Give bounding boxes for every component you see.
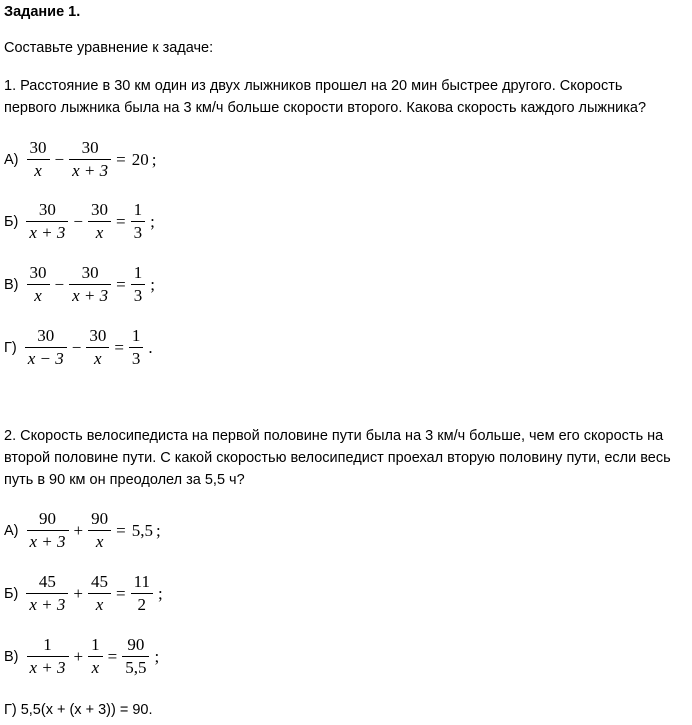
operator: − — [54, 274, 65, 294]
fraction — [86, 327, 109, 368]
fraction-denominator: x − 3 — [27, 349, 64, 368]
fraction-denominator: 5,5 — [125, 658, 147, 677]
equals-sign: = — [107, 646, 118, 666]
equals-sign: = — [114, 337, 124, 357]
fraction-denominator: x — [95, 223, 104, 242]
fraction — [27, 636, 69, 677]
option-label: Г) — [4, 339, 17, 356]
fraction-denominator: 3 — [133, 223, 143, 242]
end-punctuation: ; — [155, 520, 161, 540]
fraction-denominator: x — [94, 349, 102, 368]
equals-sign: = — [115, 211, 126, 231]
operator: − — [71, 337, 82, 357]
operator: − — [73, 211, 83, 231]
problem2-text-line1: 2. Скорость велосипедиста на первой половине пути была на 3 км/ч больше, чем его скорость на — [4, 428, 664, 444]
end-punctuation: ; — [151, 149, 157, 169]
fraction-denominator: x — [34, 161, 42, 180]
fraction-numerator: 1 — [133, 263, 143, 282]
fraction-numerator: 30 — [37, 326, 55, 345]
rhs-value: 20 — [131, 149, 149, 169]
operator: + — [73, 520, 84, 540]
problem2-option-g: Г) 5,5(x + (x + 3)) = 90. — [4, 702, 153, 718]
rhs-value: 5,5 — [131, 520, 153, 540]
fraction-numerator: 1 — [131, 326, 141, 345]
fraction-denominator: x + 3 — [29, 532, 66, 551]
end-punctuation: ; — [150, 211, 155, 231]
fraction-numerator: 90 — [127, 635, 145, 654]
fraction-numerator: 1 — [133, 200, 143, 219]
option-label: Б) — [4, 585, 19, 602]
fraction-denominator: x — [91, 658, 100, 677]
fraction-numerator: 90 — [39, 509, 57, 528]
fraction-numerator: 90 — [91, 509, 109, 528]
fraction-numerator: 45 — [38, 572, 56, 591]
fraction — [88, 201, 111, 242]
end-punctuation: ; — [150, 274, 155, 294]
fraction — [122, 636, 149, 677]
fraction — [26, 201, 68, 242]
fraction-denominator: x + 3 — [72, 161, 109, 180]
end-punctuation: . — [148, 337, 153, 357]
option-label: А) — [4, 151, 19, 168]
problem1-option-g — [4, 327, 153, 368]
fraction-denominator: 2 — [137, 595, 147, 614]
fraction-numerator: 30 — [90, 200, 108, 219]
problem2-text-line2: второй половине пути. С какой скоростью велосипедист проехал вторую половину пути, если весь — [4, 450, 671, 466]
option-label: Б) — [4, 213, 19, 230]
fraction-denominator: x + 3 — [29, 595, 66, 614]
fraction-denominator: x + 3 — [29, 658, 66, 677]
fraction-denominator: x + 3 — [72, 286, 109, 305]
fraction-numerator: 11 — [133, 572, 150, 591]
fraction — [131, 201, 146, 242]
problem1-option-a — [4, 139, 156, 180]
fraction — [129, 327, 144, 368]
problem2-option-a — [4, 510, 161, 551]
equals-sign: = — [116, 520, 126, 540]
fraction — [26, 573, 68, 614]
task-title: Задание 1. — [4, 4, 81, 20]
operator: − — [54, 149, 65, 169]
fraction-denominator: x — [95, 532, 104, 551]
problem2-option-v — [4, 636, 159, 677]
problem1-option-b — [4, 201, 155, 242]
fraction-numerator: 30 — [81, 263, 99, 282]
fraction-numerator: 1 — [43, 635, 52, 654]
problem1-option-v — [4, 264, 155, 305]
equals-sign: = — [116, 149, 126, 169]
fraction-denominator: 3 — [133, 286, 143, 305]
fraction — [88, 510, 111, 551]
end-punctuation: ; — [157, 583, 163, 603]
fraction-denominator: x — [34, 286, 42, 305]
fraction — [27, 139, 50, 180]
fraction-numerator: 30 — [89, 326, 107, 345]
equals-sign: = — [115, 583, 126, 603]
fraction-numerator: 30 — [29, 138, 47, 157]
operator: + — [73, 646, 84, 666]
fraction — [88, 573, 111, 614]
fraction — [27, 510, 69, 551]
equals-sign: = — [116, 274, 126, 294]
fraction-numerator: 45 — [90, 572, 108, 591]
option-label: В) — [4, 276, 19, 293]
fraction — [131, 264, 146, 305]
fraction-denominator: x — [95, 595, 104, 614]
fraction — [25, 327, 67, 368]
problem2-text-line3: путь в 90 км он преодолел за 5,5 ч? — [4, 472, 245, 488]
instruction-text: Составьте уравнение к задаче: — [4, 40, 214, 56]
fraction-numerator: 30 — [29, 263, 47, 282]
fraction-denominator: x + 3 — [29, 223, 66, 242]
fraction-numerator: 1 — [91, 635, 100, 654]
end-punctuation: ; — [154, 646, 160, 666]
fraction-numerator: 30 — [81, 138, 99, 157]
option-label: А) — [4, 522, 19, 539]
problem1-text-line1: 1. Расстояние в 30 км один из двух лыжников прошел на 20 мин быстрее другого. Скорость — [4, 78, 623, 94]
fraction — [131, 573, 153, 614]
fraction-numerator: 30 — [38, 200, 56, 219]
option-label: В) — [4, 648, 19, 665]
problem1-text-line2: первого лыжника была на 3 км/ч больше скорости второго. Какова скорость каждого лыжника? — [4, 100, 647, 116]
fraction-denominator: 3 — [131, 349, 141, 368]
fraction — [69, 264, 111, 305]
fraction — [27, 264, 50, 305]
fraction — [69, 139, 111, 180]
fraction — [88, 636, 103, 677]
problem2-option-b — [4, 573, 163, 614]
operator: + — [73, 583, 83, 603]
